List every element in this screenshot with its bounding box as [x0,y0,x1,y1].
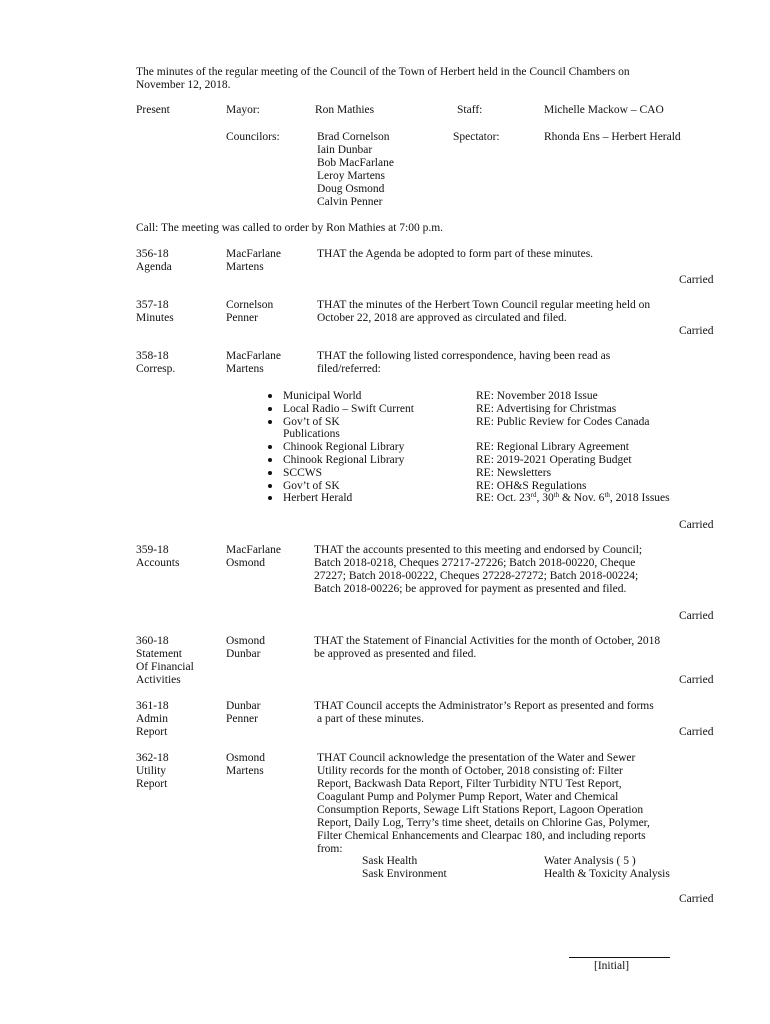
motion-topic: Minutes [136,312,174,324]
motion-topic: Activities [136,674,181,686]
motion-text-line: THAT the minutes of the Herbert Town Council regular meeting held on [317,299,651,311]
intro-line-1: The minutes of the regular meeting of the Council of the Town of Herbert held in the Council Chambers on [136,66,630,78]
ordinal-suffix: th [553,491,560,500]
motion-number: 357-18 [136,299,169,311]
carried-label: Carried [679,519,714,531]
motion-text-361 [314,700,654,726]
motion-seconder: Dunbar [226,648,261,660]
report-item: Health & Toxicity Analysis [544,868,670,880]
carried-label: Carried [679,726,714,738]
re-item: RE: November 2018 Issue [476,390,598,402]
motion-number-357 [136,299,174,325]
motion-topic: Report [136,726,168,738]
motion-topic: Statement [136,648,182,660]
motion-text-360 [314,635,660,661]
motion-number-360 [136,635,194,687]
motion-text-358 [317,350,610,376]
motion-text-line: THAT Council acknowledge the presentation of the Water and Sewer [317,752,636,764]
motion-mover: Osmond [226,752,265,764]
motion-text-line: from: [317,843,343,855]
motion-movers-361 [226,700,261,726]
motion-text-line: 27227; Batch 2018-00222, Cheques 27228-27272; Batch 2018-00224; [314,570,639,582]
motion-topic: Report [136,778,168,790]
staff-label: Staff: [457,104,483,116]
councilor-name: Iain Dunbar [317,144,373,156]
councilor-name: Bob MacFarlane [317,157,394,169]
motion-seconder: Martens [226,765,264,777]
list-item: Chinook Regional Library [266,441,466,454]
correspondence-re-list [476,390,736,505]
motion-topic: Admin [136,713,168,725]
councilor-name: Doug Osmond [317,183,385,195]
present-label: Present [136,104,170,116]
list-item: Local Radio – Swift Current [266,403,466,416]
carried-label: Carried [679,325,714,337]
carried-label: Carried [679,893,714,905]
report-item: Water Analysis ( 5 ) [544,855,636,867]
re-text: , 30 [536,492,554,505]
report-source: Sask Environment [362,868,447,880]
motion-text-line: October 22, 2018 are approved as circulated and filed. [317,312,567,324]
motion-movers-360 [226,635,265,661]
motion-number: 360-18 [136,635,169,647]
carried-label: Carried [679,274,714,286]
motion-seconder: Martens [226,261,264,273]
motion-movers-359 [226,544,281,570]
motion-mover: MacFarlane [226,248,281,260]
motion-text-line: Batch 2018-00226; be approved for payment as presented and filed. [314,583,627,595]
re-spacer [476,428,736,441]
re-item: RE: OH&S Regulations [476,479,587,492]
motion-movers-356 [226,248,281,274]
motion-number-359 [136,544,179,570]
motion-text-line: be approved as presented and filed. [314,648,477,660]
motion-topic: Utility [136,765,167,777]
motion-text-line: Utility records for the month of October, 2018 consisting of: Filter [317,765,623,777]
motion-topic: Accounts [136,557,180,569]
motion-text-line: Coagulant Pump and Polymer Pump Report, Water and Chemical [317,791,619,803]
motion-movers-357 [226,299,273,325]
motion-text-line: Filter Chemical Enhancements and Clearpac 180, and including reports [317,830,646,842]
motion-text-line: THAT the Agenda be adopted to form part of these minutes. [317,248,594,260]
motion-text-356 [317,248,593,261]
re-item: RE: Newsletters [476,466,552,479]
list-item: Municipal World [266,390,466,403]
list-item: Gov’t of SK [266,480,466,493]
motion-number-362 [136,752,169,791]
motion-text-357 [317,299,650,325]
motion-topic: Of Financial [136,661,194,673]
motion-topic: Corresp. [136,363,176,375]
meeting-intro [136,66,630,92]
motion-mover: MacFarlane [226,350,281,362]
list-item: Gov’t of SK [266,416,466,429]
motion-number-358 [136,350,175,376]
motion-number-356 [136,248,172,274]
report-source: Sask Health [362,855,418,867]
spectator-name: Rhonda Ens – Herbert Herald [544,131,681,143]
motion-text-line: filed/referred: [317,363,381,375]
motion-mover: Dunbar [226,700,261,712]
list-item: Chinook Regional Library [266,454,466,467]
motion-number: 362-18 [136,752,169,764]
motion-movers-358 [226,350,281,376]
carried-label: Carried [679,610,714,622]
ordinal-suffix: rd [530,491,537,500]
re-item: RE: Regional Library Agreement [476,441,629,454]
motion-text-362 [317,752,650,856]
councilor-name: Leroy Martens [317,170,386,182]
re-text: , 2018 Issues [609,492,670,505]
motion-number: 358-18 [136,350,169,362]
motion-mover: MacFarlane [226,544,281,556]
spectator-label: Spectator: [453,131,500,143]
councilor-name: Calvin Penner [317,196,383,208]
councilors-label: Councilors: [226,131,280,143]
motion-text-line: Batch 2018-0218, Cheques 27217-27226; Batch 2018-00220, Cheque [314,557,636,569]
correspondence-list [266,390,466,505]
re-item-last [476,492,736,505]
call-to-order: Call: The meeting was called to order by Ron Mathies at 7:00 p.m. [136,222,444,234]
councilor-list [317,131,394,209]
motion-topic: Agenda [136,261,172,273]
motion-text-line: a part of these minutes. [317,713,424,725]
motion-text-line: Report, Backwash Data Report, Filter Turbidity NTU Test Report, [317,778,622,790]
motion-text-line: Report, Daily Log, Terry’s time sheet, details on Chlorine Gas, Polymer, [317,817,650,829]
motion-mover: Cornelson [226,299,274,311]
councilor-name: Brad Cornelson [317,131,390,143]
motion-text-line: THAT the Statement of Financial Activities for the month of October, 2018 [314,635,661,647]
motion-mover: Osmond [226,635,265,647]
mayor-name: Ron Mathies [315,104,375,116]
motion-number: 359-18 [136,544,169,556]
re-item: RE: Advertising for Christmas [476,402,617,415]
motion-number-361 [136,700,169,739]
initial-label: [Initial] [594,960,630,972]
staff-name: Michelle Mackow – CAO [544,104,664,116]
re-text: RE: Oct. 23 [476,492,531,505]
carried-label: Carried [679,674,714,686]
list-item: Herbert Herald [266,492,466,505]
motion-seconder: Penner [226,713,258,725]
list-item-continuation: Publications [283,428,340,441]
motion-seconder: Osmond [226,557,265,569]
motion-movers-362 [226,752,265,778]
motion-text-359 [314,544,642,596]
motion-text-line: THAT the accounts presented to this meeting and endorsed by Council; [314,544,643,556]
motion-text-line: THAT the following listed correspondence, having been read as [317,350,611,362]
motion-text-line: Consumption Reports, Sewage Lift Stations Report, Lagoon Operation [317,804,644,816]
motion-seconder: Martens [226,363,264,375]
motion-text-line: THAT Council accepts the Administrator’s Report as presented and forms [314,700,654,712]
intro-line-2: November 12, 2018. [136,79,231,91]
motion-number: 361-18 [136,700,169,712]
re-item: RE: 2019-2021 Operating Budget [476,453,632,466]
motion-number: 356-18 [136,248,169,260]
ordinal-suffix: th [604,491,610,500]
motion-seconder: Penner [226,312,258,324]
list-item: SCCWS [266,467,466,480]
mayor-label: Mayor: [226,104,260,116]
re-item: RE: Public Review for Codes Canada [476,415,650,428]
initial-signature-line [569,957,670,958]
re-text: & Nov. 6 [559,492,605,505]
